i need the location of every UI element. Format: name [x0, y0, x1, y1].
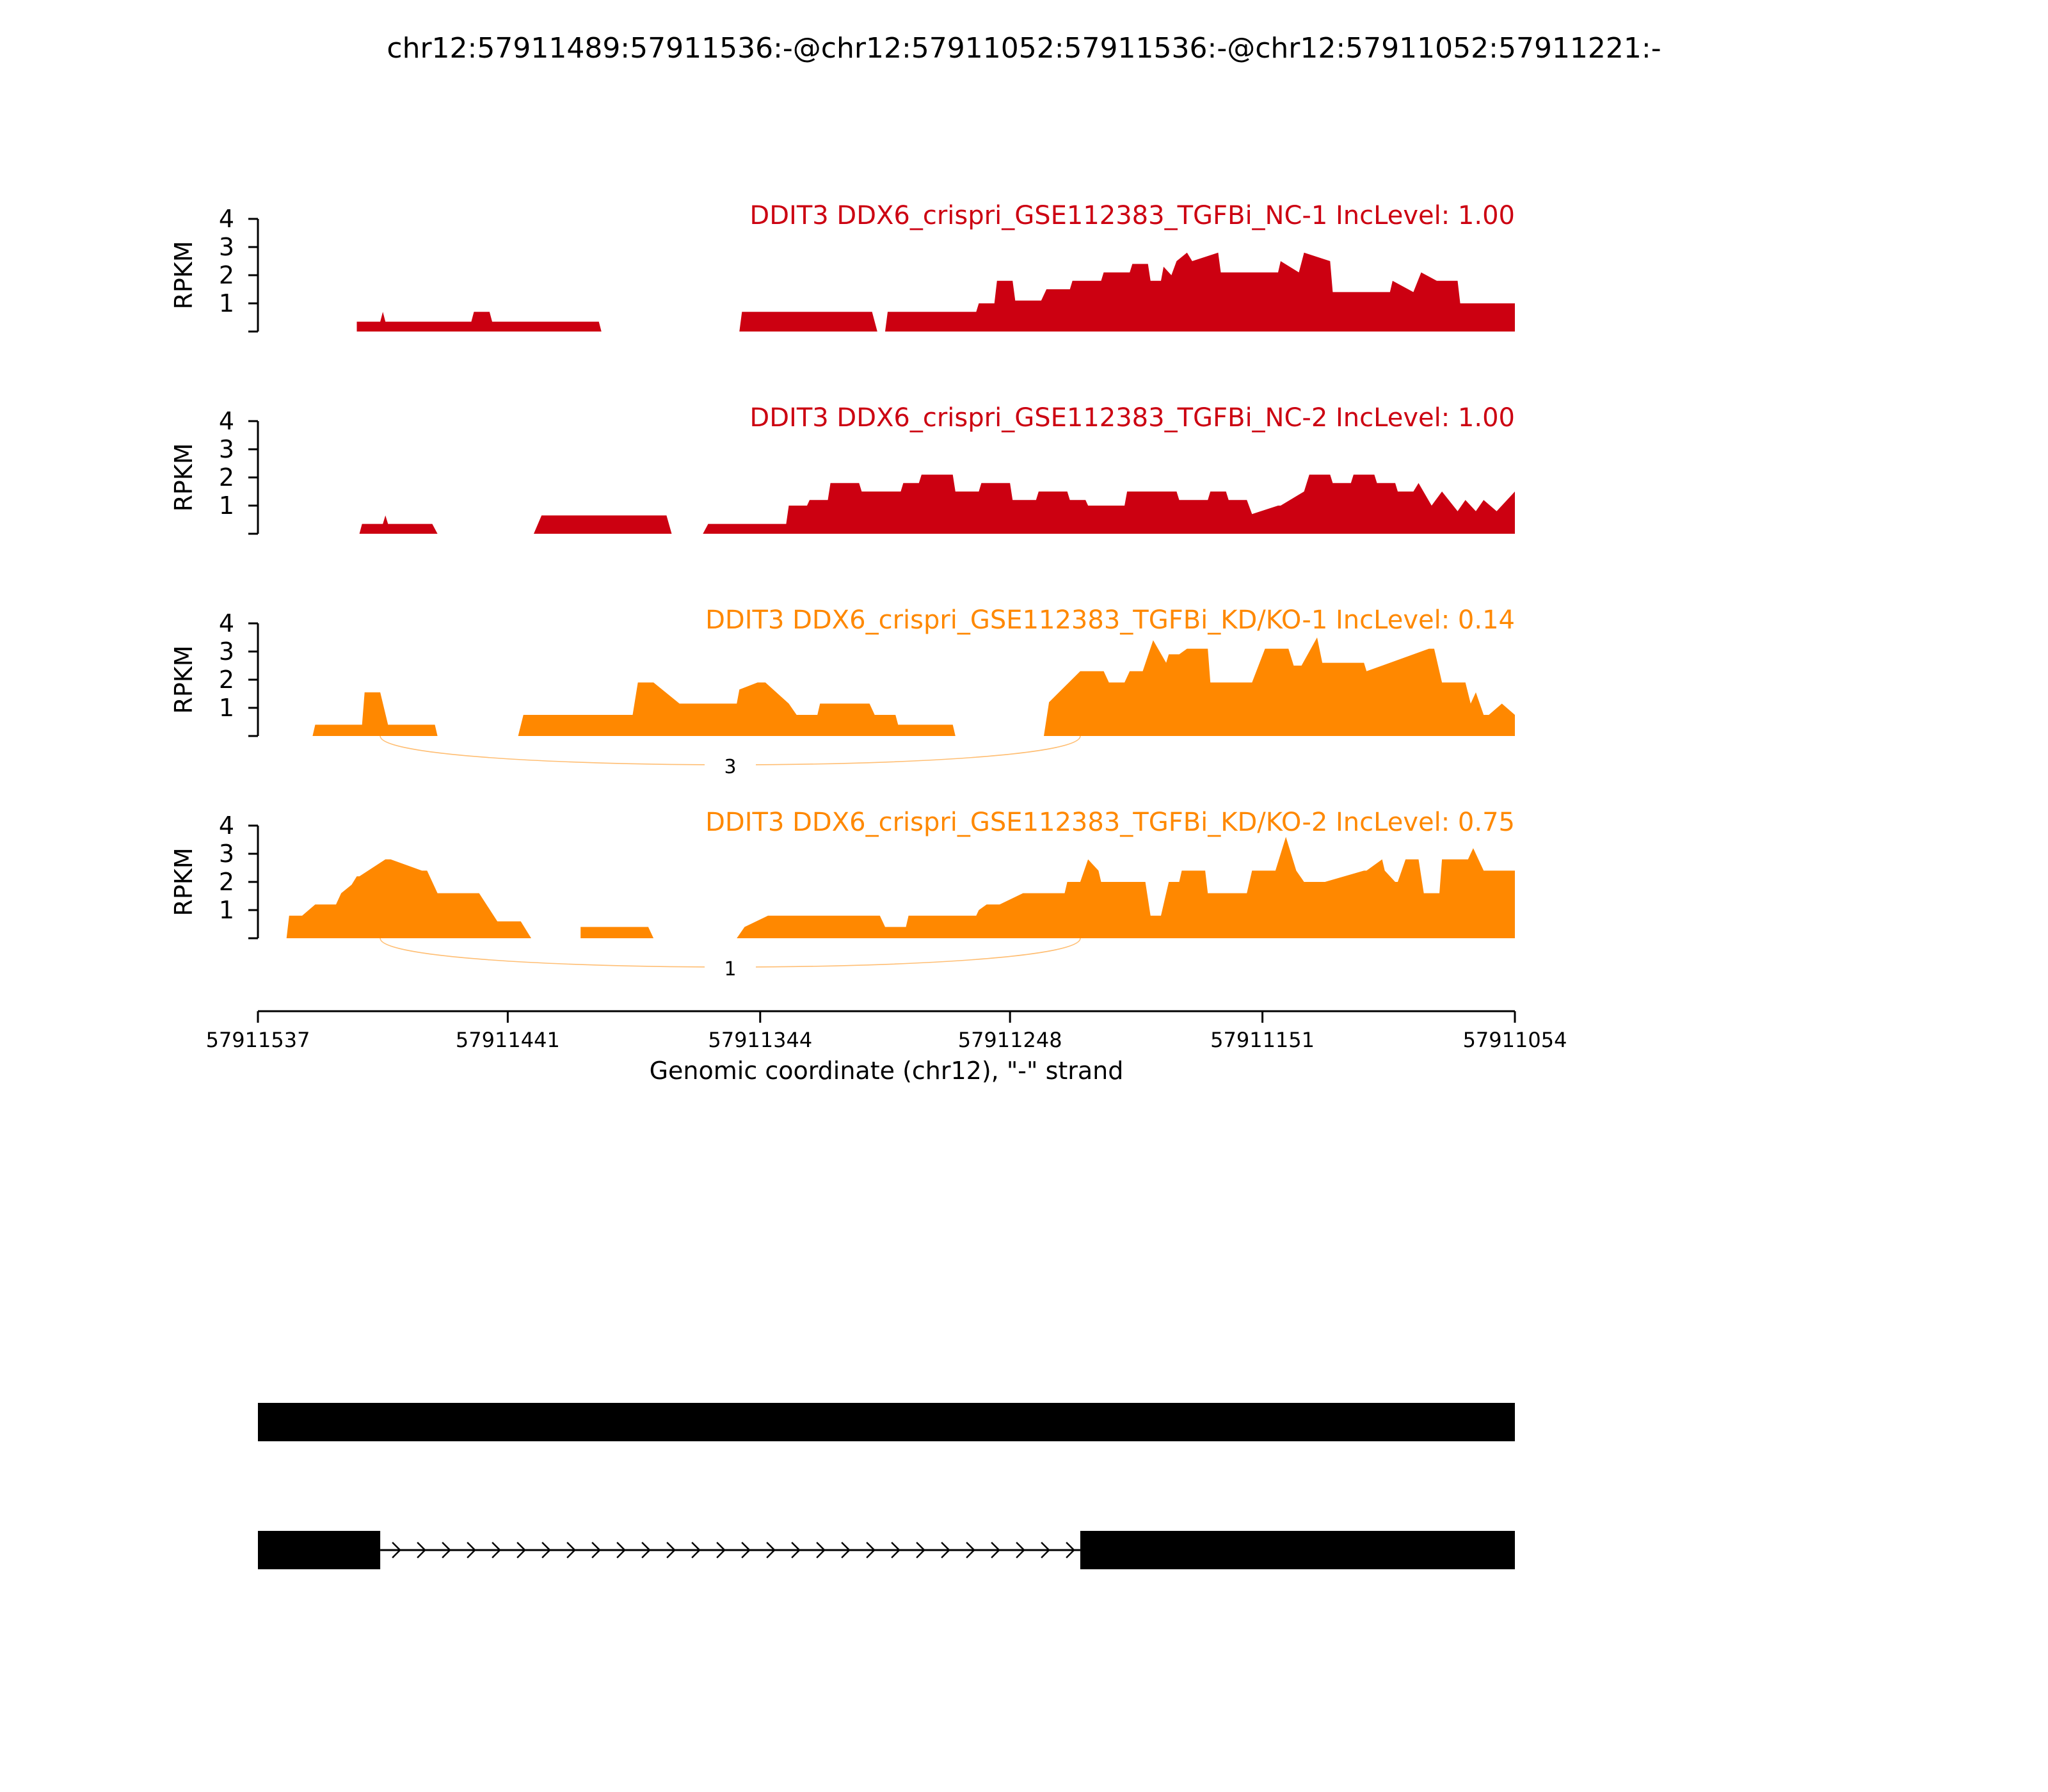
y-tick-label: 2: [218, 261, 234, 289]
x-tick-label: 57911054: [1462, 1028, 1567, 1052]
tracks: [170, 201, 1515, 982]
y-tick-label: 2: [218, 463, 234, 492]
exon-block: [258, 1403, 1515, 1441]
y-tick-label: 1: [218, 694, 234, 722]
chart-title: chr12:57911489:57911536:-@chr12:57911052:57911536:-@chr12:57911052:57911221:-: [387, 32, 1661, 65]
track-1: [170, 201, 1515, 332]
y-tick-label: 1: [218, 492, 234, 520]
coverage-area: [258, 253, 1515, 332]
x-tick-label: 57911344: [708, 1028, 813, 1052]
x-tick-label: 57911151: [1210, 1028, 1315, 1052]
coverage-area: [258, 637, 1515, 736]
track-4: [170, 808, 1515, 938]
y-axis-label: RPKM: [170, 241, 198, 310]
x-axis: [206, 1011, 1567, 1052]
y-tick-label: 3: [218, 637, 234, 666]
x-tick-label: 57911248: [957, 1028, 1062, 1052]
y-tick-label: 2: [218, 868, 234, 896]
junction-count: 3: [724, 756, 737, 778]
gene-model-1: [258, 1403, 1515, 1441]
x-tick-label: 57911537: [205, 1028, 310, 1052]
coverage-area: [258, 837, 1515, 938]
y-tick-label: 1: [218, 289, 234, 317]
y-tick-label: 3: [218, 435, 234, 463]
track-label: DDIT3 DDX6_crispri_GSE112383_TGFBi_KD/KO-1 IncLevel: 0.14: [705, 605, 1515, 635]
y-tick-label: 3: [218, 233, 234, 261]
junction-1: [380, 736, 1080, 780]
x-axis-label: Genomic coordinate (chr12), "-" strand: [649, 1057, 1124, 1085]
y-axis-label: RPKM: [170, 645, 198, 714]
track-label: DDIT3 DDX6_crispri_GSE112383_TGFBi_KD/KO-2 IncLevel: 0.75: [705, 808, 1515, 837]
x-tick-label: 57911441: [455, 1028, 560, 1052]
gene-models: [258, 1403, 1515, 1569]
track-label: DDIT3 DDX6_crispri_GSE112383_TGFBi_NC-1 IncLevel: 1.00: [749, 201, 1515, 230]
coverage-area: [258, 475, 1515, 534]
junction-2: [380, 938, 1080, 982]
exon-block: [1080, 1531, 1515, 1569]
track-3: [170, 605, 1515, 736]
y-axis-label: RPKM: [170, 443, 198, 512]
y-tick-label: 4: [218, 812, 234, 840]
y-tick-label: 4: [218, 205, 234, 233]
y-axis-label: RPKM: [170, 847, 198, 916]
y-tick-label: 1: [218, 896, 234, 924]
gene-model-2: [258, 1531, 1515, 1569]
y-tick-label: 2: [218, 666, 234, 694]
track-label: DDIT3 DDX6_crispri_GSE112383_TGFBi_NC-2 IncLevel: 1.00: [749, 403, 1515, 433]
y-tick-label: 4: [218, 407, 234, 435]
y-tick-label: 3: [218, 840, 234, 868]
y-tick-label: 4: [218, 609, 234, 637]
exon-block: [258, 1531, 380, 1569]
track-2: [170, 403, 1515, 534]
junction-count: 1: [724, 958, 737, 980]
